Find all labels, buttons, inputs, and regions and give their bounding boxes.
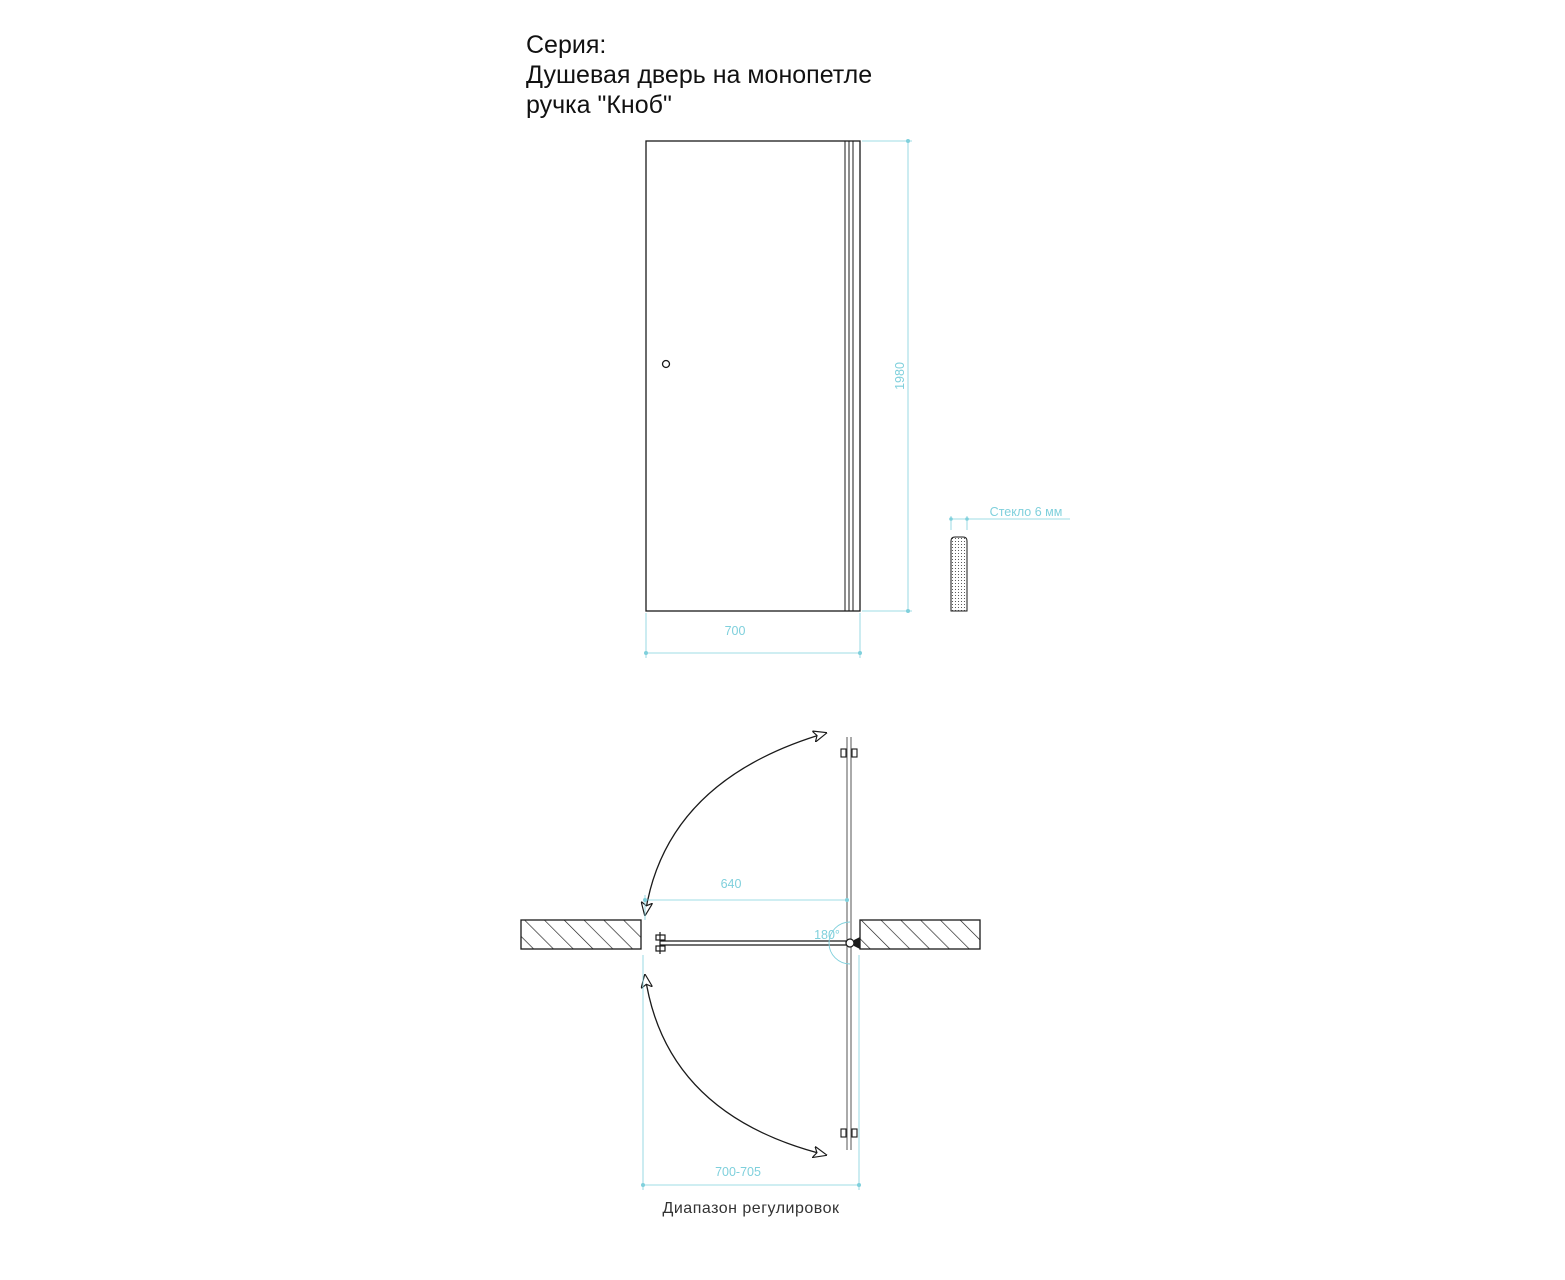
- glass-section: [951, 537, 967, 611]
- series-label: Серия:: [526, 31, 607, 59]
- opening-dimension: [643, 895, 849, 920]
- hinge-pivot-icon: [846, 939, 854, 947]
- front-view: [644, 139, 1070, 658]
- swing-arrow-lower: [645, 975, 826, 1155]
- adjustment-caption: Диапазон регулировок: [662, 1200, 840, 1217]
- width-dimension: [644, 613, 862, 658]
- range-dimension: [641, 955, 861, 1190]
- hinge-clamp-icon: [854, 937, 860, 949]
- knob-handle-icon: [663, 361, 670, 368]
- door-glass-panel: [646, 141, 860, 611]
- opening-label: 640: [720, 877, 742, 891]
- knob-open-bottom-icon: [841, 1129, 857, 1137]
- knob-open-top-icon: [841, 749, 857, 757]
- knob-plan-icon: [656, 932, 665, 954]
- right-wall: [860, 920, 980, 949]
- handle-name: ручка "Кноб": [526, 91, 672, 119]
- height-label: 1980: [893, 362, 907, 390]
- angle-label: 180°: [814, 928, 840, 942]
- plan-view: [521, 733, 980, 1217]
- glass-thickness-label: Стекло 6 мм: [989, 505, 1063, 519]
- width-label: 700: [724, 624, 746, 638]
- product-name: Душевая дверь на монопетле: [526, 61, 873, 89]
- range-label: 700-705: [715, 1165, 761, 1179]
- left-wall: [521, 920, 641, 949]
